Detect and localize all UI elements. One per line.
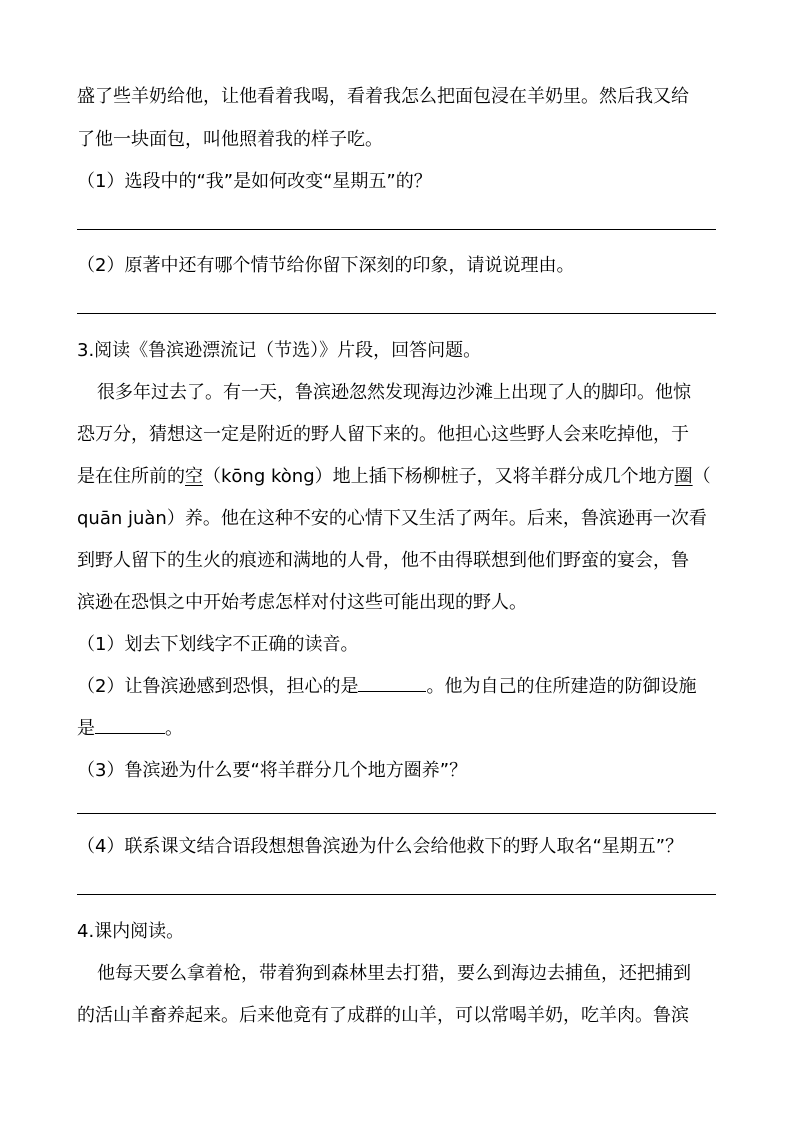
- question-3-heading: 3.阅读《鲁滨逊漂流记（节选）》片段，回答问题。: [77, 340, 482, 361]
- underlined-char-kong: 空: [185, 466, 203, 487]
- fill-blank[interactable]: [95, 717, 165, 734]
- question-4-heading: 4.课内阅读。: [77, 921, 185, 942]
- answer-line[interactable]: [77, 813, 716, 814]
- underlined-char-quan: 圈: [674, 466, 693, 487]
- passage-line: 的活山羊畜养起来。后来他竟有了成群的山羊，可以常喝羊奶，吃羊肉。鲁滨: [77, 1005, 689, 1026]
- passage-line: 滨逊在恐惧之中开始考虑怎样对付这些可能出现的野人。: [77, 592, 527, 613]
- passage-line: 他每天要么拿着枪，带着狗到森林里去打猎，要么到海边去捕鱼，还把捕到: [97, 963, 691, 984]
- question-text: 是: [77, 718, 95, 739]
- question-3-3: （3）鲁滨逊为什么要“将羊群分几个地方圈养”？: [77, 760, 468, 781]
- question-3-2: [77, 675, 696, 699]
- fill-blank[interactable]: [358, 675, 426, 692]
- question-2-1: （1）选段中的“我”是如何改变“星期五”的？: [77, 171, 432, 192]
- passage-line: 恐万分，猜想这一定是附近的野人留下来的。他担心这些野人会来吃掉他，于: [77, 424, 689, 445]
- passage-text: （: [692, 466, 711, 487]
- passage-line: 很多年过去了。有一天，鲁滨逊忽然发现海边沙滩上出现了人的脚印。他惊: [97, 382, 691, 403]
- answer-line[interactable]: [77, 894, 716, 895]
- question-text: 。他为自己的住所建造的防御设施: [426, 676, 697, 697]
- answer-line[interactable]: [77, 229, 716, 230]
- question-text: （2）让鲁滨逊感到恐惧，担心的是: [77, 676, 359, 697]
- passage-line: [77, 465, 711, 489]
- passage-line: quān juàn）养。他在这种不安的心情下又生活了两年。后来，鲁滨逊再一次看: [77, 508, 707, 529]
- question-3-4: （4）联系课文结合语段想想鲁滨逊为什么会给他救下的野人取名“星期五”？: [77, 836, 684, 857]
- passage-line: 到野人留下的生火的痕迹和满地的人骨，他不由得联想到他们野蛮的宴会，鲁: [77, 550, 689, 571]
- passage-line: 盛了些羊奶给他，让他看着我喝，看着我怎么把面包浸在羊奶里。然后我又给: [77, 86, 689, 107]
- question-2-2: （2）原著中还有哪个情节给你留下深刻的印象，请说说理由。: [77, 255, 575, 276]
- passage-line: 了他一块面包，叫他照着我的样子吃。: [77, 129, 383, 150]
- passage-text: （kōng kòng）地上插下杨柳桩子，又将羊群分成几个地方: [203, 466, 675, 487]
- question-3-1: （1）划去下划线字不正确的读音。: [77, 634, 359, 655]
- question-3-2-cont: [77, 717, 183, 741]
- passage-text: 是在住所前的: [77, 466, 185, 487]
- answer-line[interactable]: [77, 313, 716, 314]
- question-text: 。: [165, 718, 183, 739]
